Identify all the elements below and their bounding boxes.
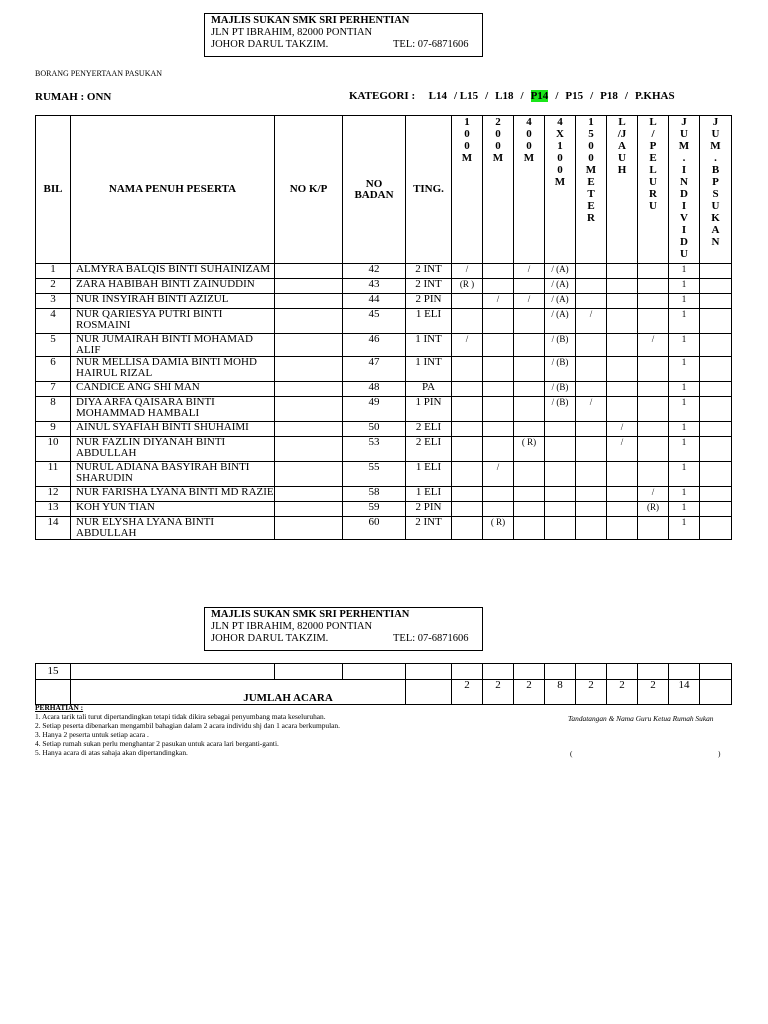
kategori-row (349, 90, 682, 102)
kategori-option: P18 (600, 90, 618, 102)
cell-event: / (638, 334, 669, 357)
cell-event: / (514, 294, 545, 309)
col-400m (514, 116, 545, 264)
cell-nama: DIYA ARFA QAISARA BINTI MOHAMMAD HAMBALI (71, 397, 275, 422)
note-item: 4. Setiap rumah sukan perlu menghantar 2 pasukan untuk acara lari berganti-ganti. (35, 739, 279, 748)
cell-event (607, 487, 638, 502)
total-table (35, 663, 732, 705)
cell-event: 1 (669, 309, 700, 334)
col-ting: TING. (406, 116, 452, 264)
cell-event (700, 357, 732, 382)
cell-event: 1 (669, 397, 700, 422)
cell-nama: NUR ELYSHA LYANA BINTI ABDULLAH (71, 517, 275, 540)
cell-event: 1 (669, 502, 700, 517)
cell-event (638, 462, 669, 487)
cell-event: / (638, 487, 669, 502)
cell-nobadan: 58 (343, 487, 406, 502)
cell-event: / (576, 309, 607, 334)
table-row (36, 487, 732, 502)
cell-bil: 11 (36, 462, 71, 487)
event-header-label: J U M . B P S U K A N (710, 116, 721, 248)
cell-event (700, 487, 732, 502)
cell-nobadan: 44 (343, 294, 406, 309)
cell-event: ( R) (514, 437, 545, 462)
org-tel: TEL: 07-6871606 (393, 39, 469, 50)
cell-event: 1 (669, 279, 700, 294)
cell-bil: 5 (36, 334, 71, 357)
cell-event (452, 382, 483, 397)
cell-event (545, 502, 576, 517)
table-row (36, 309, 732, 334)
org-address: JLN PT IBRAHIM, 82000 PONTIAN (211, 621, 373, 632)
form-title: BORANG PENYERTAAN PASUKAN (35, 69, 163, 78)
cell-event: / (A) (545, 309, 576, 334)
cell-event: / (452, 334, 483, 357)
cell-event (452, 502, 483, 517)
cell-bil: 14 (36, 517, 71, 540)
total-cell: 8 (545, 680, 576, 705)
table-header-row (36, 116, 732, 264)
cell-event (545, 422, 576, 437)
cell-event (483, 279, 514, 294)
cell-nama: ZARA HABIBAH BINTI ZAINUDDIN (71, 279, 275, 294)
cell-event (483, 422, 514, 437)
total-cell: 2 (514, 680, 545, 705)
cell-event: / (B) (545, 357, 576, 382)
table-row (36, 334, 732, 357)
cell-event: 1 (669, 487, 700, 502)
table-row (36, 294, 732, 309)
total-label: JUMLAH ACARA (71, 680, 406, 705)
cell-event (545, 487, 576, 502)
cell-event (452, 487, 483, 502)
cell-nama: NUR FAZLIN DIYANAH BINTI ABDULLAH (71, 437, 275, 462)
table-row (36, 357, 732, 382)
note-item: 2. Setiap peserta dibenarkan mengambil bahagian dalam 2 acara individu shj dan 1 acara berkumpulan. (35, 721, 340, 730)
cell-nokp (275, 264, 343, 279)
cell-event: (R) (638, 502, 669, 517)
kategori-label: KATEGORI : (349, 90, 416, 102)
note-item: 3. Hanya 2 peserta untuk setiap acara . (35, 730, 149, 739)
cell-event (607, 382, 638, 397)
cell-nama: NUR QARIESYA PUTRI BINTI ROSMAINI (71, 309, 275, 334)
cell-ting: 1 ELI (406, 309, 452, 334)
cell-event (483, 502, 514, 517)
cell-nobadan: 50 (343, 422, 406, 437)
cell-event (576, 357, 607, 382)
signature-label: Tandatangan & Nama Guru Ketua Rumah Sukan (568, 714, 714, 723)
cell-event: / (607, 422, 638, 437)
cell-event (514, 279, 545, 294)
cell-event (700, 462, 732, 487)
cell-event (452, 309, 483, 334)
cell-event: / (452, 264, 483, 279)
cell-event: / (576, 397, 607, 422)
cell-event (514, 422, 545, 437)
row-bil: 15 (36, 664, 71, 680)
cell-event (700, 334, 732, 357)
total-cell: 2 (452, 680, 483, 705)
event-header-label: L /J A U H (617, 116, 627, 176)
cell-event (638, 397, 669, 422)
cell-event (452, 422, 483, 437)
cell-event (483, 309, 514, 334)
cell-event (638, 382, 669, 397)
cell-ting: 1 INT (406, 334, 452, 357)
kategori-option: L14 (428, 90, 447, 102)
cell-event (576, 502, 607, 517)
col-bil: BIL (36, 116, 71, 264)
cell-event: / (A) (545, 294, 576, 309)
cell-event (545, 437, 576, 462)
cell-nokp (275, 517, 343, 540)
kategori-option: / (624, 90, 628, 102)
cell-event: 1 (669, 334, 700, 357)
cell-event (452, 294, 483, 309)
table-row (36, 382, 732, 397)
cell-event (638, 517, 669, 540)
kategori-selected: P14 (530, 90, 549, 102)
cell-event (700, 437, 732, 462)
cell-event: / (A) (545, 264, 576, 279)
cell-event: 1 (669, 357, 700, 382)
cell-ting: 2 PIN (406, 294, 452, 309)
cell-ting: 1 ELI (406, 487, 452, 502)
cell-event: 1 (669, 422, 700, 437)
cell-event (638, 422, 669, 437)
cell-event (700, 517, 732, 540)
cell-nobadan: 42 (343, 264, 406, 279)
col-jum-berpasukan (700, 116, 732, 264)
cell-event: / (A) (545, 279, 576, 294)
cell-ting: 1 PIN (406, 397, 452, 422)
cell-event (700, 382, 732, 397)
cell-bil: 4 (36, 309, 71, 334)
kategori-option: / (520, 90, 524, 102)
cell-event (545, 462, 576, 487)
cell-nama: NUR FARISHA LYANA BINTI MD RAZIE (71, 487, 275, 502)
cell-event (514, 357, 545, 382)
cell-nokp (275, 397, 343, 422)
cell-ting: 2 INT (406, 264, 452, 279)
cell-event (638, 437, 669, 462)
col-100m (452, 116, 483, 264)
cell-event (514, 334, 545, 357)
table-row (36, 664, 732, 680)
header-box-page2 (204, 607, 483, 651)
cell-event (700, 397, 732, 422)
cell-ting: 2 ELI (406, 437, 452, 462)
cell-event (576, 264, 607, 279)
cell-event (514, 462, 545, 487)
cell-nokp (275, 487, 343, 502)
kategori-option: / (485, 90, 489, 102)
cell-nokp (275, 437, 343, 462)
cell-nama: NUR INSYIRAH BINTI AZIZUL (71, 294, 275, 309)
table-row (36, 397, 732, 422)
col-1500m (576, 116, 607, 264)
cell-event (576, 279, 607, 294)
cell-event (700, 264, 732, 279)
event-header-label: L / P E L U R U (649, 116, 657, 212)
cell-nobadan: 60 (343, 517, 406, 540)
cell-bil: 8 (36, 397, 71, 422)
cell-event (607, 279, 638, 294)
cell-nokp (275, 382, 343, 397)
cell-event (607, 309, 638, 334)
rumah-label: RUMAH : ONN (35, 91, 112, 103)
cell-event (483, 357, 514, 382)
total-cell: 2 (607, 680, 638, 705)
col-nokp: NO K/P (275, 116, 343, 264)
cell-nokp (275, 422, 343, 437)
cell-nokp (275, 309, 343, 334)
total-row (36, 680, 732, 705)
cell-event (452, 357, 483, 382)
cell-nokp (275, 279, 343, 294)
cell-nokp (275, 462, 343, 487)
cell-event: / (483, 294, 514, 309)
cell-event (514, 517, 545, 540)
signature-open: ( (570, 749, 573, 758)
org-tel: TEL: 07-6871606 (393, 633, 469, 644)
cell-event (452, 397, 483, 422)
cell-event (576, 487, 607, 502)
table-row (36, 264, 732, 279)
org-city: JOHOR DARUL TAKZIM. (211, 633, 329, 644)
org-name: MAJLIS SUKAN SMK SRI PERHENTIAN (211, 15, 410, 26)
cell-event: / (B) (545, 382, 576, 397)
col-nobadan-label: NO BADAN (354, 177, 394, 201)
col-4x100m (545, 116, 576, 264)
cell-event (452, 462, 483, 487)
org-city: JOHOR DARUL TAKZIM. (211, 39, 329, 50)
cell-ting: 2 INT (406, 517, 452, 540)
cell-event (514, 502, 545, 517)
cell-ting: 2 ELI (406, 422, 452, 437)
notes (35, 703, 340, 757)
kategori-options (429, 90, 682, 102)
cell-event (638, 309, 669, 334)
cell-bil: 13 (36, 502, 71, 517)
note-item: 1. Acara tarik tali turut dipertandingkan tetapi tidak dikira sebagai penyumbang mata keseluruhan. (35, 712, 326, 721)
cell-event (545, 517, 576, 540)
cell-event (514, 382, 545, 397)
col-nobadan (343, 116, 406, 264)
cell-nokp (275, 334, 343, 357)
cell-event (483, 397, 514, 422)
notes-heading: PERHATIAN : (35, 703, 84, 712)
cell-nobadan: 55 (343, 462, 406, 487)
org-address: JLN PT IBRAHIM, 82000 PONTIAN (211, 27, 373, 38)
col-lontar-peluru (638, 116, 669, 264)
cell-event (607, 264, 638, 279)
col-jum-individu (669, 116, 700, 264)
cell-event (607, 334, 638, 357)
cell-event (576, 294, 607, 309)
cell-bil: 6 (36, 357, 71, 382)
table-row (36, 422, 732, 437)
cell-event (700, 294, 732, 309)
cell-event (607, 502, 638, 517)
cell-event (483, 487, 514, 502)
cell-event (576, 437, 607, 462)
event-header-label: 1 0 0 M (461, 116, 473, 164)
cell-nokp (275, 294, 343, 309)
table-row (36, 502, 732, 517)
table-row (36, 279, 732, 294)
cell-nobadan: 49 (343, 397, 406, 422)
event-header-label: 4 0 0 M (523, 116, 535, 164)
cell-bil: 9 (36, 422, 71, 437)
cell-nobadan: 47 (343, 357, 406, 382)
cell-ting: 2 PIN (406, 502, 452, 517)
table-row (36, 517, 732, 540)
kategori-option: L18 (495, 90, 514, 102)
cell-event: / (514, 264, 545, 279)
cell-nobadan: 43 (343, 279, 406, 294)
cell-event: (R ) (452, 279, 483, 294)
cell-event (607, 397, 638, 422)
cell-event (514, 487, 545, 502)
kategori-option: P15 (565, 90, 584, 102)
cell-event (700, 309, 732, 334)
entry-table (35, 115, 732, 540)
cell-nama: AINUL SYAFIAH BINTI SHUHAIMI (71, 422, 275, 437)
total-cell: 14 (669, 680, 700, 705)
cell-nama: KOH YUN TIAN (71, 502, 275, 517)
cell-event (483, 334, 514, 357)
cell-nobadan: 59 (343, 502, 406, 517)
cell-event (576, 334, 607, 357)
cell-ting: PA (406, 382, 452, 397)
event-header-label: J U M . I N D I V I D U (678, 116, 690, 260)
cell-nama: ALMYRA BALQIS BINTI SUHAINIZAM (71, 264, 275, 279)
cell-event (452, 517, 483, 540)
col-nama: NAMA PENUH PESERTA (71, 116, 275, 264)
cell-event (607, 294, 638, 309)
cell-event (576, 422, 607, 437)
cell-event (700, 502, 732, 517)
cell-event: / (B) (545, 397, 576, 422)
cell-nokp (275, 502, 343, 517)
cell-ting: 2 INT (406, 279, 452, 294)
cell-nokp (275, 357, 343, 382)
cell-nobadan: 53 (343, 437, 406, 462)
col-lompat-jauh (607, 116, 638, 264)
table-row (36, 437, 732, 462)
cell-event (700, 422, 732, 437)
cell-event: 1 (669, 517, 700, 540)
cell-event (638, 294, 669, 309)
cell-event (483, 437, 514, 462)
cell-event: ( R) (483, 517, 514, 540)
total-cell (700, 680, 732, 705)
cell-event: 1 (669, 462, 700, 487)
note-item: 5. Hanya acara di atas sahaja akan dipertandingkan. (35, 748, 188, 757)
cell-event (607, 357, 638, 382)
signature-close: ) (718, 749, 721, 758)
cell-event (483, 264, 514, 279)
cell-nobadan: 45 (343, 309, 406, 334)
cell-event (607, 462, 638, 487)
cell-event: / (B) (545, 334, 576, 357)
event-header-label: 4 X 1 0 0 M (554, 116, 566, 188)
cell-bil: 10 (36, 437, 71, 462)
cell-event (576, 462, 607, 487)
cell-nobadan: 46 (343, 334, 406, 357)
cell-bil: 2 (36, 279, 71, 294)
cell-event (638, 279, 669, 294)
cell-bil: 1 (36, 264, 71, 279)
kategori-option: / L15 (453, 90, 479, 102)
cell-nama: CANDICE ANG SHI MAN (71, 382, 275, 397)
cell-event (576, 382, 607, 397)
cell-event: / (483, 462, 514, 487)
cell-event (514, 397, 545, 422)
cell-nama: NUR MELLISA DAMIA BINTI MOHD HAIRUL RIZAL (71, 357, 275, 382)
cell-ting: 1 INT (406, 357, 452, 382)
cell-event (483, 382, 514, 397)
cell-event (452, 437, 483, 462)
cell-event (700, 279, 732, 294)
cell-event: 1 (669, 382, 700, 397)
cell-bil: 3 (36, 294, 71, 309)
total-cell: 2 (576, 680, 607, 705)
cell-event: 1 (669, 294, 700, 309)
header-box (204, 13, 483, 57)
total-cell: 2 (638, 680, 669, 705)
event-header-label: 2 0 0 M (492, 116, 504, 164)
cell-event (638, 357, 669, 382)
cell-event (514, 309, 545, 334)
kategori-option: / (555, 90, 559, 102)
cell-event (576, 517, 607, 540)
cell-event: 1 (669, 437, 700, 462)
kategori-option: P.KHAS (634, 90, 675, 102)
kategori-option: / (590, 90, 594, 102)
cell-event (638, 264, 669, 279)
cell-event (607, 517, 638, 540)
cell-bil: 12 (36, 487, 71, 502)
event-header-label: 1 5 0 0 M E T E R (585, 116, 597, 224)
cell-nama: NUR JUMAIRAH BINTI MOHAMAD ALIF (71, 334, 275, 357)
col-200m (483, 116, 514, 264)
cell-event: / (607, 437, 638, 462)
org-name: MAJLIS SUKAN SMK SRI PERHENTIAN (211, 609, 410, 620)
table-row (36, 462, 732, 487)
cell-ting: 1 ELI (406, 462, 452, 487)
cell-event: 1 (669, 264, 700, 279)
total-cell: 2 (483, 680, 514, 705)
cell-bil: 7 (36, 382, 71, 397)
cell-nobadan: 48 (343, 382, 406, 397)
cell-nama: NURUL ADIANA BASYIRAH BINTI SHARUDIN (71, 462, 275, 487)
